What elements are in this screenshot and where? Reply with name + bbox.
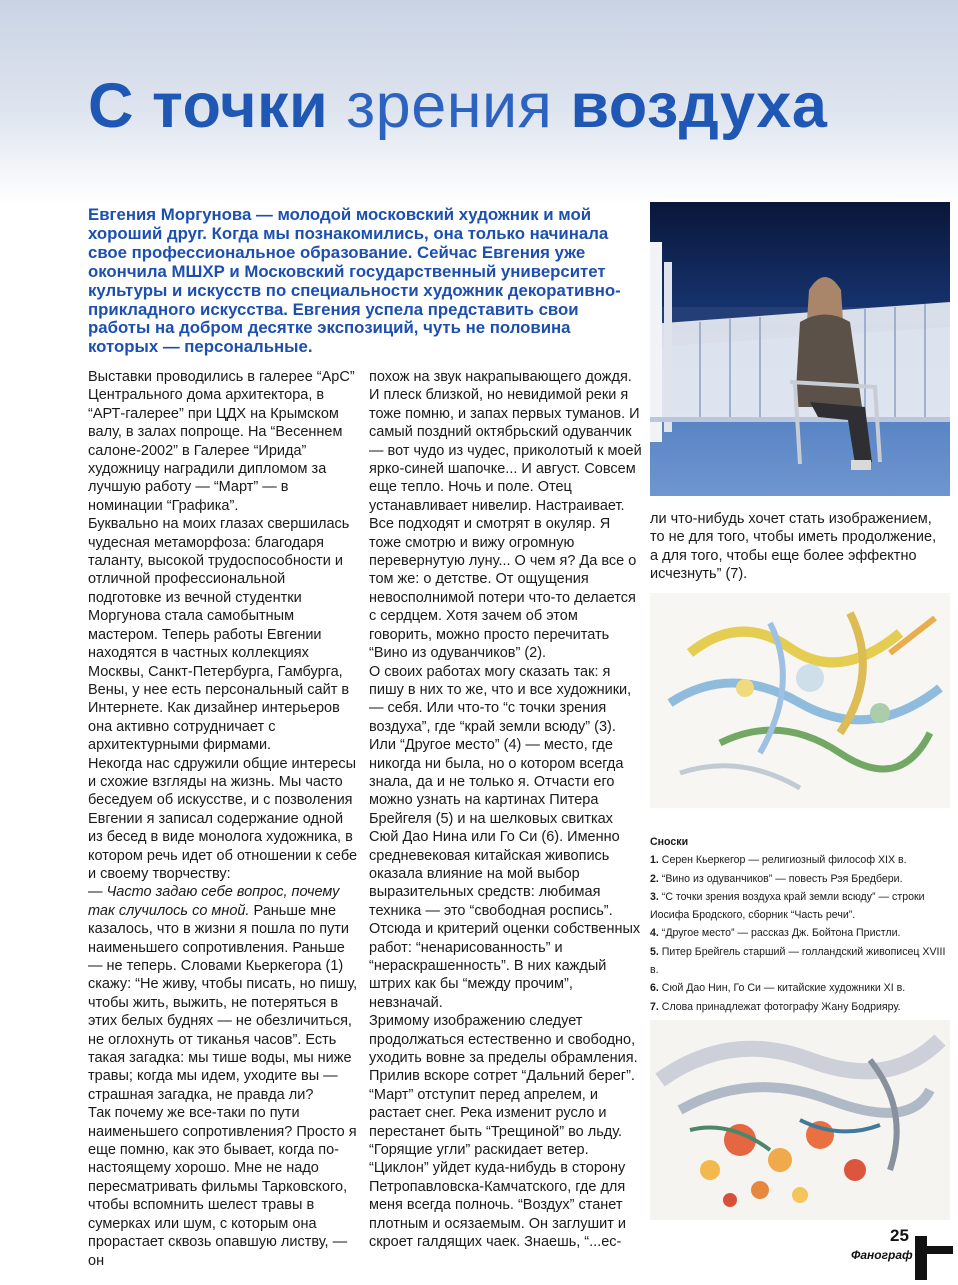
footnote-number: 4. <box>650 927 659 940</box>
footnote-text: “Вино из одуванчиков” — повесть Рэя Бредбери. <box>658 872 903 885</box>
footnote-item <box>650 851 950 869</box>
artwork-2-illustration <box>650 1020 950 1220</box>
artist-photo <box>650 202 950 496</box>
footnote-number: 2. <box>650 872 659 885</box>
text-column-2 <box>369 368 644 1252</box>
footnote-item <box>650 888 950 925</box>
footnote-item <box>650 870 950 888</box>
magazine-brand: Фанограф <box>851 1248 913 1262</box>
text-column-1 <box>88 368 358 1270</box>
footnote-item <box>650 924 950 942</box>
paragraph: Зримому изображению следует продолжаться естественно и свободно, уходить вовне за пределы обрамления. Прилив вскоре сотрет “Дальний берег”. <box>369 1013 638 1085</box>
paragraph: ли что-нибудь хочет стать изображением, то не для того, чтобы иметь продолжение, а для того, чтобы еще более эффектно исчезнуть” (7). <box>650 511 937 583</box>
footnote-item <box>650 998 950 1016</box>
footnote-number: 1. <box>650 854 659 867</box>
footnote-text: Слова принадлежат фотографу Жану Бодрияру. <box>658 1000 901 1013</box>
footnotes <box>650 833 950 1016</box>
artwork-1-illustration <box>650 593 950 808</box>
paragraph: Выставки проводились в галерее “АрС” Центрального дома архитектора, в “АРТ-галерее” при ЦДХ на Крымском валу, в залах попроще. На “Весеннем салоне-2002” в Галерее “Ирида” художницу наградили дипломом за лучшую работу — “Март” — в номинации “Графика”. <box>88 369 355 514</box>
title-part-1: С точки <box>88 71 347 141</box>
dash: — <box>88 884 107 901</box>
footnote-text: Сюй Дао Нин, Го Си — китайские художники XI в. <box>658 982 906 995</box>
artist-photo-illustration <box>650 202 950 496</box>
paragraph: похож на звук накрапывающего дождя. И плеск близкой, но невидимой реки я тоже помню, и запах первых туманов. И самый поздний октябрьский одуванчик — вот чудо из чудес, приколотый к моей ярко-синей шапочке... И август. Совсем еще тепло. Ночь и поле. Отец устанавливает нивелир. Настраивает. Все подходят и смотрят в окуляр. Я тоже смотрю и вижу огромную перевернутую луну... О чем я? Да все о том же: о детстве. От ощущения невосполнимой потери что-то делается с сердцем. Хотя зачем об этом говорить, можно просто перечитать “Вино из одуванчиков” (2). <box>369 369 642 662</box>
footnote-text: “С точки зрения воздуха край земли всюду” — строки Иосифа Бродского, сборник “Часть речи”. <box>650 890 925 922</box>
brand-logo-icon <box>915 1236 953 1280</box>
paragraph: О своих работах могу сказать так: я пишу в них то же, что и все художники, — себя. Или что-то “с точки зрения воздуха”, где “край земли всюду” (3). Или “Другое место” (4) — место, где никогда ни была, но о котором всегда знала, да и не только я. Отчасти его можно узнать на картинах Питера Брейгеля (5) и на шелковых свитках Сюй Дао Нина или Го Си (6). Именно средневековая китайская живопись оказала влияние на мой выбор выразительных средств: любимая техника — это “свободная роспись”. Отсюда и критерий оценки собственных работ: “ненарисованность” и “нераскрашенность”. В них каждый штрих как бы “между прочим”, невзначай. <box>369 663 641 1011</box>
artwork-image-1 <box>650 593 950 808</box>
lead-paragraph: Евгения Моргунова — молодой московский художник и мой хороший друг. Когда мы познакомились, она только начинала свое профессиональное образование. Сейчас Евгения уже окончила МШХР и Московский государственный университет культуры и искусств по специальности художник декоративно-прикладного искусства. Евгения успела представить свои работы на добром десятке экспозиций, чуть не половина которых — персональные. <box>88 205 621 357</box>
title-part-3: воздуха <box>552 71 828 141</box>
footnotes-list <box>650 851 950 1016</box>
footnote-text: Питер Брейгель старший — голландский живописец XVIII в. <box>650 945 946 977</box>
paragraph: Так почему же все-таки по пути наименьшего сопротивления? Просто я еще помню, как это бывает, когда по-настоящему хорошо. Мне не надо пересматривать фильмы Тарковского, чтобы вспомнить шелест травы в сумерках или шум, с которым она прорастает сквозь опавшую листву, — он <box>88 1105 357 1269</box>
paragraph <box>88 883 358 1104</box>
italic-quote: Часто задаю себе вопрос, почему так случилось со мной. <box>88 884 340 919</box>
footnote-text: Серен Кьеркегор — религиозный философ XIX в. <box>658 854 907 867</box>
footnote-number: 6. <box>650 982 659 995</box>
footnote-number: 7. <box>650 1000 659 1013</box>
paragraph: Буквально на моих глазах свершилась чудесная метаморфоза: благодаря таланту, высокой трудоспособности и отличной профессиональной подготовке из вечной студентки Моргунова стала самобытным мастером. Теперь работы Евгении находятся в частных коллекциях Москвы, Санкт-Петербурга, Гамбурга, Вены, у нее есть персональный сайт в Интернете. Как дизайнер интерьеров она активно сотрудничает с архитектурными фирмами. <box>88 516 350 754</box>
text-column-3 <box>650 510 945 584</box>
footnote-number: 3. <box>650 890 659 903</box>
footnote-item <box>650 943 950 980</box>
footnotes-title: Сноски <box>650 836 689 848</box>
footnote-text: “Другое место” — рассказ Дж. Бойтона Пристли. <box>658 927 901 940</box>
footnote-item <box>650 979 950 997</box>
title-part-2: зрения <box>346 71 553 141</box>
footnote-number: 5. <box>650 945 659 958</box>
article-title <box>88 70 827 142</box>
paragraph: Некогда нас сдружили общие интересы и схожие взгляды на жизнь. Мы часто беседуем об искусстве, и с позволения Евгении я записал содержание одной из бесед в виде монолога художника, в котором речь идет об отношении к себе и своему творчеству: <box>88 755 358 882</box>
paragraph-rest: Раньше мне казалось, что в жизни я пошла по пути наименьшего сопротивления. Раньше — не теперь. Словами Кьеркегора (1) скажу: “Не живу, чтобы писать, но пишу, чтобы жить, выжить, не потеряться в этих белых буднях — не обезличиться, не оглохнуть от тиканья часов”. Есть такая загадка: мы тише воды, мы ниже травы; когда мы идем, уходите вы — страшная загадка, не правда ли? <box>88 902 358 1103</box>
paragraph: “Март” отступит перед апрелем, и растает снег. Река изменит русло и перестанет быть “Трещиной” во льду. “Горящие угли” раскидает ветер. “Циклон” уйдет куда-нибудь в сторону Петропавловска-Камчатского, где для меня всегда полночь. “Воздух” станет плотным и осязаемым. Он заглушит и скроет галдящих чаек. Знаешь, “...ес- <box>369 1086 626 1251</box>
artwork-image-2 <box>650 1020 950 1220</box>
page-number: 25 <box>890 1226 909 1245</box>
